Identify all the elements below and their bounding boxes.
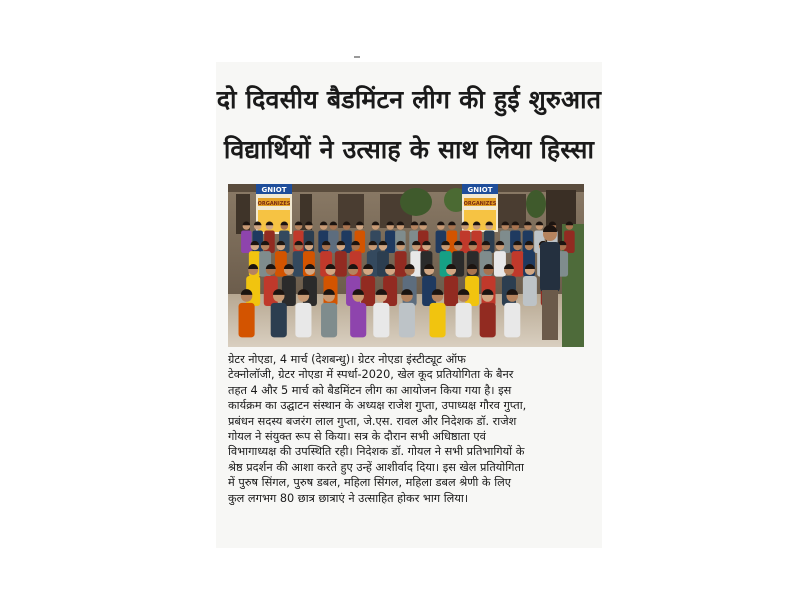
window xyxy=(498,194,526,228)
person xyxy=(429,289,445,337)
top-mark xyxy=(354,56,360,58)
person xyxy=(540,225,560,340)
person xyxy=(480,289,496,337)
banner-right-text: GNIOT xyxy=(467,186,493,194)
body-line: कार्यक्रम का उद्घाटन संस्थान के अध्यक्ष राजेश गुप्ता, उपाध्यक्ष गौरव गुप्ता, xyxy=(228,399,527,413)
plant xyxy=(526,190,546,218)
group-photo-illustration xyxy=(228,184,584,347)
person xyxy=(350,289,366,337)
person xyxy=(504,289,520,337)
body-line: विभागाध्यक्ष की उपस्थिति रही। निदेशक डॉ. गोयल ने सभी प्रतिभागियों के xyxy=(228,445,525,459)
person xyxy=(564,222,575,254)
headline-line-2: विद्यार्थियों ने उत्साह के साथ लिया हिस्सा xyxy=(223,135,595,164)
body-line: ग्रेटर नोएडा, 4 मार्च (देशबन्धु)। ग्रेटर नोएडा इंस्टीट्यूट ऑफ xyxy=(228,353,466,366)
newspaper-clipping xyxy=(216,62,602,548)
person xyxy=(271,289,287,337)
person xyxy=(523,264,537,306)
person xyxy=(456,289,472,337)
person xyxy=(241,222,252,254)
person xyxy=(361,264,375,306)
banner-left-text: GNIOT xyxy=(261,186,287,194)
banner-right-sub: ORGANIZES xyxy=(463,201,497,207)
body-line: तहत 4 और 5 मार्च को बैडमिंटन लीग का आयोजन किया गया है। इस xyxy=(228,383,512,397)
person xyxy=(399,289,415,337)
person xyxy=(444,264,458,306)
banner-left-sub: ORGANIZES xyxy=(257,201,291,207)
body-line: टेक्नोलॉजी, ग्रेटर नोएडा में स्पर्धा-2020, खेल कूद प्रतियोगिता के बैनर xyxy=(228,368,514,382)
person xyxy=(282,264,296,306)
person xyxy=(335,241,347,277)
headline-line-1: दो दिवसीय बैडमिंटन लीग की हुई शुरुआत xyxy=(216,85,602,114)
body-line: गोयल ने संयुक्त रूप से किया। सत्र के दौरान सभी अधिष्ठाता एवं xyxy=(228,430,486,444)
person xyxy=(321,289,337,337)
person xyxy=(373,289,389,337)
body-line: प्रबंधन सदस्य बजरंग लाल गुप्ता, जे.एस. रावल और निदेशक डॉ. राजेश xyxy=(228,414,517,428)
person xyxy=(295,289,311,337)
body-line: में पुरुष सिंगल, पुरुष डबल, महिला सिंगल, महिला डबल श्रेणी के लिए xyxy=(228,476,512,490)
plant xyxy=(400,188,432,216)
person xyxy=(293,241,305,277)
body-line: कुल लगभग 80 छात्र छात्राएं ने उत्साहित होकर भाग लिया। xyxy=(228,491,469,505)
person xyxy=(239,289,255,337)
body-line: श्रेष्ठ प्रदर्शन की आशा करते हुए उन्हें आशीर्वाद दिया। इस खेल प्रतियोगिता xyxy=(228,460,524,474)
article-body xyxy=(228,352,588,506)
group-photo xyxy=(228,184,584,347)
